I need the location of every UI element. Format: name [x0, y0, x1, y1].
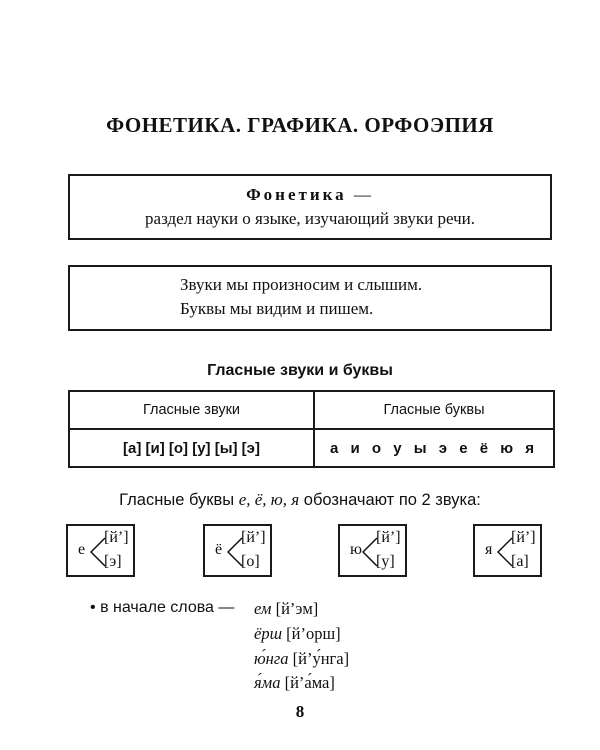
vowel-sounds-cell: [а] [и] [о] [у] [ы] [э] [69, 429, 314, 467]
letters-line: Буквы мы видим и пишем. [180, 299, 374, 318]
scheme-box-yu [338, 524, 407, 577]
scheme-letter: ё [215, 541, 223, 558]
scheme-top-sound: [й’] [104, 529, 129, 546]
sounds-letters-box [68, 265, 552, 331]
scheme-bottom-sound: [о] [241, 553, 260, 570]
example-word: ю́нга [254, 649, 289, 668]
vowels-table [68, 390, 555, 468]
example-transcription: [й’а́ма] [280, 673, 335, 692]
table-header-row [69, 391, 554, 429]
definition-dash: — [346, 185, 374, 204]
scheme-top-sound: [й’] [241, 529, 266, 546]
scheme-box-yo [203, 524, 272, 577]
scheme-bottom-sound: [у] [376, 553, 395, 570]
definition-box [68, 174, 552, 240]
scheme-box-e [66, 524, 135, 577]
scheme-bottom-sound: [э] [104, 553, 122, 570]
note-suffix: обозначают по 2 звука: [299, 491, 481, 509]
vowels-heading: Гласные звуки и буквы [207, 362, 393, 379]
example-word: ем [254, 599, 272, 618]
example-item [254, 599, 318, 619]
note-letters: е, ё, ю, я [238, 490, 300, 509]
example-transcription: [й’эм] [271, 599, 319, 618]
example-item [254, 624, 341, 644]
example-item [254, 649, 349, 669]
scheme-letter: я [485, 541, 493, 558]
page-title: ФОНЕТИКА. ГРАФИКА. ОРФОЭПИЯ [106, 113, 494, 137]
scheme-bottom-sound: [а] [511, 553, 529, 570]
sounds-line: Звуки мы произносим и слышим. [180, 275, 423, 294]
scheme-box-ya [473, 524, 542, 577]
vowel-letters-cell: а и о у ы э е ё ю я [314, 429, 554, 467]
scheme-top-sound: [й’] [511, 529, 536, 546]
example-transcription: [й’орш] [282, 624, 341, 643]
two-sound-note [0, 490, 600, 510]
definition-term-line [70, 185, 550, 205]
bullet-text: в начале слова — [100, 599, 235, 616]
definition-term: Фонетика [246, 185, 347, 204]
bullet-icon: • [90, 599, 96, 616]
header-vowel-letters: Гласные буквы [314, 391, 554, 429]
example-transcription: [й’у́нга] [288, 649, 350, 668]
scheme-top-sound: [й’] [376, 529, 401, 546]
bullet-item [90, 599, 234, 617]
definition-text: раздел науки о языке, изучающий звуки речи. [145, 209, 475, 228]
example-word: ёрш [254, 624, 283, 643]
table-row [69, 429, 554, 467]
scheme-letter: ю [350, 541, 362, 558]
header-vowel-sounds: Гласные звуки [69, 391, 314, 429]
note-prefix: Гласные буквы [119, 491, 239, 509]
example-word: я́ма [254, 673, 281, 692]
scheme-letter: е [78, 541, 86, 558]
example-item [254, 673, 335, 693]
page-number: 8 [295, 702, 305, 721]
